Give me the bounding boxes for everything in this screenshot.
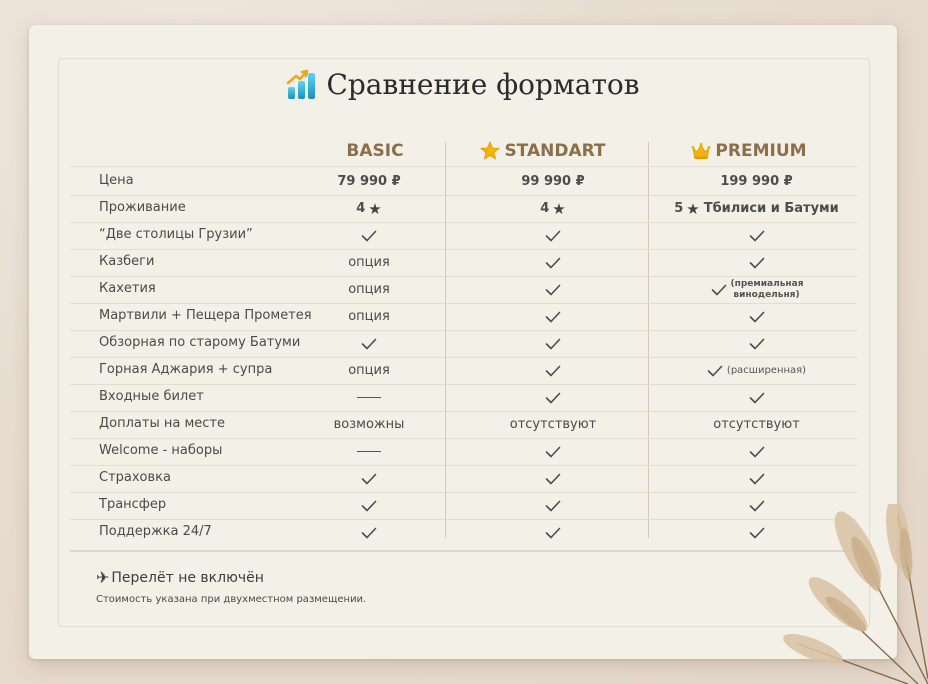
column-header-premium-label: PREMIUM <box>715 141 807 161</box>
cell-premium <box>669 357 844 384</box>
cell-value: отсутствуют <box>509 417 597 432</box>
cell-standart <box>503 276 603 303</box>
cell-value: 4 <box>356 201 366 216</box>
check-icon <box>749 473 765 485</box>
cell-value: опция <box>348 255 390 270</box>
premium-note: (расширенная) <box>726 365 807 376</box>
row-divider <box>70 166 857 167</box>
cell-basic <box>325 492 413 519</box>
check-icon <box>545 338 561 350</box>
cell-standart <box>503 168 603 195</box>
row-label: Мартвили + Пещера Прометея <box>99 308 312 323</box>
row-label: Проживание <box>99 200 186 215</box>
table-row <box>29 222 897 249</box>
column-header-basic <box>315 140 435 162</box>
column-header-basic-label: BASIC <box>346 141 404 161</box>
check-icon <box>545 230 561 242</box>
row-label: “Две столицы Грузии” <box>99 227 253 242</box>
cell-value: 79 990 ₽ <box>337 174 401 189</box>
table-row <box>29 438 897 465</box>
check-icon <box>749 257 765 269</box>
table-row <box>29 357 897 384</box>
check-icon <box>361 473 377 485</box>
cell-standart <box>503 357 603 384</box>
cell-value: 199 990 ₽ <box>720 174 793 189</box>
cell-value: 99 990 ₽ <box>521 174 585 189</box>
row-label: Трансфер <box>99 497 167 512</box>
cell-premium <box>669 465 844 492</box>
bar-chart-icon <box>286 69 318 101</box>
cell-standart <box>503 519 603 546</box>
premium-note: Тбилиси и Батуми <box>703 201 839 216</box>
cell-value: возможны <box>333 417 405 432</box>
cell-basic <box>325 168 413 195</box>
cell-basic <box>325 330 413 357</box>
check-icon <box>711 284 727 296</box>
cell-standart <box>503 195 603 222</box>
star-icon: ★ <box>686 199 700 218</box>
check-icon <box>545 392 561 404</box>
cell-basic <box>325 276 413 303</box>
cell-premium <box>669 222 844 249</box>
row-label: Поддержка 24/7 <box>99 524 212 539</box>
check-icon <box>361 527 377 539</box>
table-row <box>29 465 897 492</box>
dash-icon <box>357 451 381 452</box>
star-icon: ★ <box>368 199 382 218</box>
table-bottom-divider <box>70 550 857 552</box>
check-icon <box>749 230 765 242</box>
cell-premium <box>669 303 844 330</box>
cell-value: опция <box>348 309 390 324</box>
check-icon <box>749 311 765 323</box>
pampas-grass-decoration <box>758 504 928 684</box>
airplane-icon: ✈ <box>96 568 110 587</box>
cell-premium <box>669 411 844 438</box>
table-row <box>29 303 897 330</box>
cell-basic <box>325 411 413 438</box>
table-row <box>29 168 897 195</box>
dash-icon <box>357 397 381 398</box>
check-icon <box>545 500 561 512</box>
check-icon <box>749 392 765 404</box>
cell-basic <box>325 222 413 249</box>
table-row <box>29 411 897 438</box>
cell-basic <box>325 465 413 492</box>
check-icon <box>707 365 723 377</box>
check-icon <box>545 446 561 458</box>
check-icon <box>545 311 561 323</box>
check-icon <box>361 338 377 350</box>
star-icon <box>480 141 500 161</box>
column-header-standart <box>453 140 633 162</box>
table-row <box>29 384 897 411</box>
check-icon <box>545 527 561 539</box>
cell-basic <box>325 249 413 276</box>
row-label: Кахетия <box>99 281 156 296</box>
row-label: Цена <box>99 173 134 188</box>
check-icon <box>545 365 561 377</box>
row-label: Доплаты на месте <box>99 416 225 431</box>
cell-basic <box>325 303 413 330</box>
cell-value: опция <box>348 363 390 378</box>
cell-basic <box>325 384 413 411</box>
cell-standart <box>503 384 603 411</box>
crown-icon <box>691 142 711 160</box>
check-icon <box>361 500 377 512</box>
check-icon <box>545 473 561 485</box>
flight-note-text: Перелёт не включён <box>111 569 264 586</box>
cell-basic <box>325 438 413 465</box>
flight-note <box>96 568 264 587</box>
premium-note: (премиальная винодельня) <box>730 278 804 300</box>
cell-basic <box>325 195 413 222</box>
cell-standart <box>503 249 603 276</box>
row-label: Welcome - наборы <box>99 443 223 458</box>
cell-premium <box>669 168 844 195</box>
cell-standart <box>503 438 603 465</box>
cell-standart <box>503 330 603 357</box>
page-title <box>29 68 897 101</box>
cell-value: 4 <box>540 201 550 216</box>
cell-basic <box>325 357 413 384</box>
cell-premium <box>669 249 844 276</box>
cell-standart <box>503 303 603 330</box>
column-header-standart-label: STANDART <box>504 141 606 161</box>
cell-value: отсутствуют <box>713 417 800 432</box>
row-label: Казбеги <box>99 254 155 269</box>
cell-premium <box>669 384 844 411</box>
row-label: Страховка <box>99 470 171 485</box>
cell-standart <box>503 222 603 249</box>
cell-premium <box>669 195 844 222</box>
cell-premium <box>669 438 844 465</box>
cell-value: 5 <box>674 201 684 216</box>
table-row <box>29 249 897 276</box>
table-row <box>29 195 897 222</box>
table-row <box>29 330 897 357</box>
star-icon: ★ <box>552 199 566 218</box>
check-icon <box>545 284 561 296</box>
row-label: Горная Аджария + супра <box>99 362 273 377</box>
cell-premium <box>669 330 844 357</box>
table-row <box>29 276 897 303</box>
cell-premium <box>669 276 844 303</box>
cell-standart <box>503 465 603 492</box>
cell-value: опция <box>348 282 390 297</box>
price-note: Стоимость указана при двухместном размещении. <box>96 594 367 605</box>
row-label: Обзорная по старому Батуми <box>99 335 301 350</box>
check-icon <box>361 230 377 242</box>
page-title-text: Сравнение форматов <box>326 68 640 101</box>
column-header-premium <box>659 140 839 162</box>
cell-standart <box>503 492 603 519</box>
check-icon <box>749 446 765 458</box>
cell-basic <box>325 519 413 546</box>
check-icon <box>749 338 765 350</box>
cell-standart <box>503 411 603 438</box>
row-label: Входные билет <box>99 389 204 404</box>
check-icon <box>545 257 561 269</box>
